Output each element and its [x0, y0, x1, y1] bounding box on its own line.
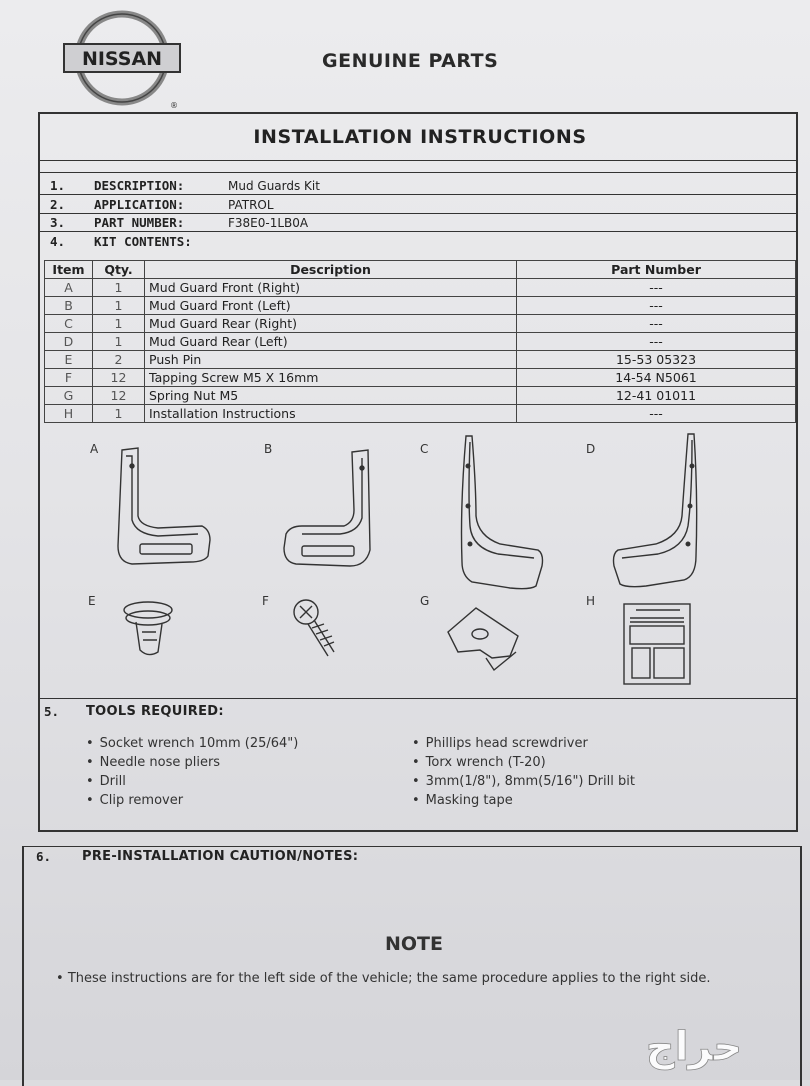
tapping-screw-drawing [294, 600, 334, 656]
info-row-description [50, 178, 320, 193]
description-cell: Tapping Screw M5 X 16mm [145, 369, 517, 387]
note-body: These instructions are for the left side of the vehicle; the same procedure applies to the right side. [67, 971, 711, 986]
illustration-drawings [40, 426, 796, 698]
genuine-parts-heading: GENUINE PARTS [322, 50, 499, 72]
illustration-label-d: D [586, 442, 596, 456]
illustration-label-c: C [420, 442, 429, 456]
table-row [45, 405, 796, 423]
info-label: APPLICATION: [94, 197, 185, 212]
table-row [45, 387, 796, 405]
item-cell: H [45, 405, 93, 423]
logo-text: NISSAN [81, 48, 163, 70]
illustration-label-e: E [88, 594, 96, 608]
instructions-frame [38, 112, 798, 832]
list-item: • Masking tape [412, 791, 635, 810]
part-number-cell: --- [517, 405, 796, 423]
caution-section-title: PRE-INSTALLATION CAUTION/NOTES: [82, 849, 359, 864]
info-value: PATROL [228, 198, 274, 212]
list-item: • Drill [86, 772, 298, 791]
item-cell: A [45, 279, 93, 297]
info-label: KIT CONTENTS: [94, 234, 192, 249]
column-header: Description [145, 261, 517, 279]
tools-list-left [86, 734, 298, 810]
illustration-label-g: G [420, 594, 430, 608]
part-number-cell: --- [517, 297, 796, 315]
list-item: • Socket wrench 10mm (25/64") [86, 734, 298, 753]
instructions-booklet-drawing [624, 604, 690, 684]
qty-cell: 2 [93, 351, 145, 369]
list-item: • 3mm(1/8"), 8mm(5/16") Drill bit [412, 772, 635, 791]
table-row [45, 369, 796, 387]
table-header-row [45, 261, 796, 279]
column-header: Qty. [93, 261, 145, 279]
illustration-label-a: A [90, 442, 99, 456]
caution-section-number: 6. [36, 849, 52, 864]
illustration-label-b: B [264, 442, 273, 456]
tools-section-title: TOOLS REQUIRED: [86, 704, 224, 719]
table-row [45, 315, 796, 333]
description-cell: Installation Instructions [145, 405, 517, 423]
info-label: PART NUMBER: [94, 215, 185, 230]
page-title: INSTALLATION INSTRUCTIONS [253, 126, 587, 148]
info-num: 3. [50, 215, 66, 230]
spring-nut-drawing [448, 608, 518, 670]
table-row [45, 297, 796, 315]
part-number-cell: 15-53 05323 [517, 351, 796, 369]
column-header: Part Number [517, 261, 796, 279]
qty-cell: 1 [93, 315, 145, 333]
mud-guard-front-right-drawing [118, 448, 210, 564]
part-number-cell: --- [517, 333, 796, 351]
item-cell: F [45, 369, 93, 387]
kit-contents-table [44, 260, 796, 423]
list-item: • Needle nose pliers [86, 753, 298, 772]
item-cell: G [45, 387, 93, 405]
watermark-text: حراج [645, 1024, 743, 1070]
table-row [45, 333, 796, 351]
nissan-logo [62, 8, 182, 112]
info-row-part-number [50, 215, 308, 230]
qty-cell: 12 [93, 369, 145, 387]
list-item: • Phillips head screwdriver [412, 734, 635, 753]
info-num: 4. [50, 234, 66, 249]
svg-text:®: ® [170, 101, 178, 110]
info-num: 2. [50, 197, 66, 212]
item-cell: E [45, 351, 93, 369]
item-cell: B [45, 297, 93, 315]
illustration-label-f: F [262, 594, 269, 608]
haraj-watermark [586, 1016, 802, 1076]
qty-cell: 1 [93, 297, 145, 315]
column-header: Item [45, 261, 93, 279]
description-cell: Mud Guard Rear (Right) [145, 315, 517, 333]
info-value: F38E0-1LB0A [228, 216, 309, 230]
mud-guard-rear-right-drawing [462, 436, 543, 589]
parts-illustrations [40, 426, 796, 698]
info-row-kit-contents [50, 234, 228, 249]
part-number-cell: 12-41 01011 [517, 387, 796, 405]
info-value: Mud Guards Kit [228, 179, 320, 193]
info-num: 1. [50, 178, 66, 193]
description-cell: Mud Guard Front (Left) [145, 297, 517, 315]
item-cell: D [45, 333, 93, 351]
tools-section-number: 5. [44, 704, 60, 719]
description-cell: Push Pin [145, 351, 517, 369]
part-number-cell: --- [517, 279, 796, 297]
description-cell: Mud Guard Rear (Left) [145, 333, 517, 351]
item-cell: C [45, 315, 93, 333]
qty-cell: 1 [93, 405, 145, 423]
qty-cell: 1 [93, 333, 145, 351]
note-heading: NOTE [385, 933, 443, 955]
description-cell: Mud Guard Front (Right) [145, 279, 517, 297]
mud-guard-front-left-drawing [284, 450, 370, 566]
tools-list-right [412, 734, 635, 810]
illustration-label-h: H [586, 594, 596, 608]
description-cell: Spring Nut M5 [145, 387, 517, 405]
qty-cell: 12 [93, 387, 145, 405]
part-number-cell: --- [517, 315, 796, 333]
list-item: • Clip remover [86, 791, 298, 810]
table-row [45, 351, 796, 369]
info-row-application [50, 197, 274, 212]
qty-cell: 1 [93, 279, 145, 297]
part-number-cell: 14-54 N5061 [517, 369, 796, 387]
bullet-icon: • [56, 971, 68, 986]
table-row [45, 279, 796, 297]
push-pin-drawing [124, 602, 172, 655]
list-item: • Torx wrench (T-20) [412, 753, 635, 772]
note-text [56, 971, 710, 986]
mud-guard-rear-left-drawing [614, 434, 697, 587]
info-label: DESCRIPTION: [94, 178, 185, 193]
